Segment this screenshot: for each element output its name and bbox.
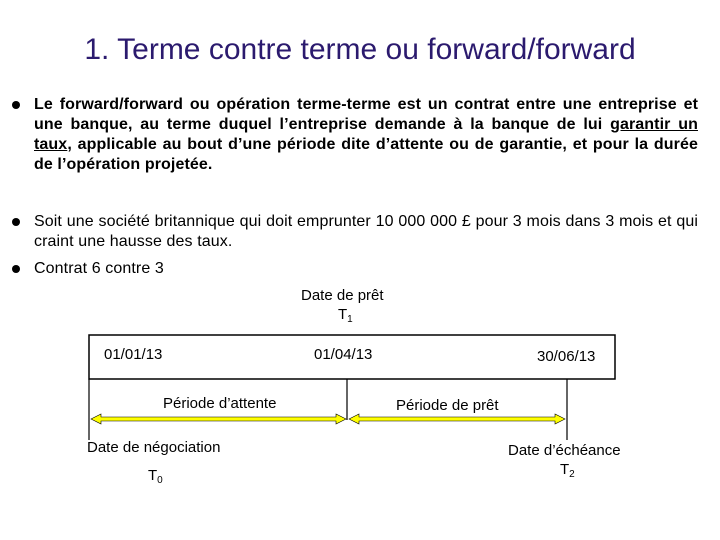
- t2-label: [560, 461, 575, 480]
- slide-title: 1. Terme contre terme ou forward/forward: [84, 33, 636, 66]
- t2-subscript: 2: [569, 469, 575, 480]
- loan-period-label: Période de prêt: [396, 397, 499, 414]
- maturity-date-label: Date d’échéance: [508, 442, 621, 459]
- loan-period-arrow: [349, 414, 565, 424]
- t0-subscript: 0: [157, 475, 163, 486]
- date-end: 30/06/13: [537, 348, 596, 365]
- waiting-period-label: Période d’attente: [163, 395, 277, 412]
- waiting-period-arrow: [91, 414, 346, 424]
- negotiation-date-label: Date de négociation: [87, 439, 221, 456]
- date-mid: 01/04/13: [314, 346, 373, 363]
- t1-letter: T: [338, 306, 348, 323]
- t0-letter: T: [148, 467, 158, 484]
- bullet-text: Contrat 6 contre 3: [34, 260, 164, 277]
- date-start: 01/01/13: [104, 346, 163, 363]
- t1-subscript: 1: [347, 314, 353, 325]
- bullet-text-underlined: garantir un taux: [34, 116, 698, 153]
- t1-label: [338, 306, 353, 325]
- bullet-text-part2: , applicable au bout d’une période dite d’attente ou de garantie, et pour la durée de l’opération projetée.: [34, 136, 698, 173]
- loan-date-label: Date de prêt: [301, 287, 384, 304]
- bullet-text: Soit une société britannique qui doit emprunter 10 000 000 £ pour 3 mois dans 3 mois et qui craint une hausse des taux.: [34, 213, 698, 250]
- t0-label: [148, 467, 163, 486]
- t2-letter: T: [560, 461, 570, 478]
- bullet-text-part1: Le forward/forward ou opération terme-terme est un contrat entre une entreprise et une banque, au terme duquel l’entreprise demande à la banque de lui: [34, 96, 698, 133]
